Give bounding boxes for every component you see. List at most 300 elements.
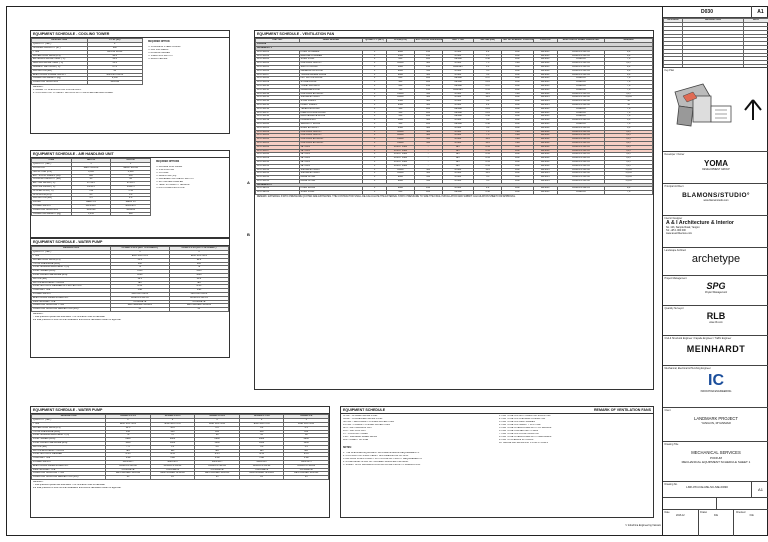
table-cell: AXIAL — [442, 138, 474, 142]
table-cell: DOL — [502, 153, 534, 157]
table-cell: DB-MV3 — [533, 176, 557, 180]
table-cell: 1 — [363, 84, 387, 88]
table-cell: 7,8 — [605, 84, 653, 88]
table-cell: ACMCC-P-B1-01 — [169, 296, 228, 300]
table-cell: DB-MV1 — [533, 58, 557, 62]
table-cell: FF-P-B1-13 — [256, 96, 300, 100]
table-cell: VSD — [502, 62, 534, 66]
options-list — [154, 165, 226, 191]
table-cell: 1450 — [169, 270, 228, 274]
table-cell: ACMCC-P-B1-06 — [557, 96, 605, 100]
table-cell: VIBRATION ISOLATION — [32, 208, 72, 212]
table-cell: 18.5 — [110, 277, 169, 281]
water-pump-schedule — [30, 238, 230, 358]
table-cell: 0.18 — [474, 122, 502, 126]
note-line: 1. THE SPECIFIED EQUIPMENT DATA ARE MINIMUM REQUIREMENTS. — [343, 452, 420, 454]
table-cell: 7/12 — [71, 189, 111, 193]
table-cell: RESTRAINED SPRING — [110, 304, 169, 308]
table-cell: 5.5 — [474, 69, 502, 73]
table-cell: DOL — [502, 96, 534, 100]
table-cell: JET — [442, 160, 474, 164]
table-cell: VSD — [284, 457, 329, 461]
table-cell: 75 — [110, 266, 169, 270]
table-cell: 9,500 — [87, 77, 143, 81]
table-cell: 1 — [363, 65, 387, 69]
remark-item: 5. FAN TO BE INTERLOCKED WITH CO SENSOR — [499, 427, 552, 429]
table-cell: DOL — [502, 160, 534, 164]
table-cell: DB-MV1 — [533, 107, 557, 111]
table-cell: DB-MV1 — [533, 122, 557, 126]
panel-title: EQUIPMENT SCHEDULE - VENTILATION FAN — [255, 31, 653, 38]
table-cell: DB-MV1 — [533, 111, 557, 115]
table-cell: Local DB — [557, 191, 605, 195]
interior-address-line: Tel: +95 1 000 000 — [666, 229, 686, 232]
table-cell: 200 — [387, 58, 415, 62]
table-cell: ENTERING WATER TEMP (°C) — [32, 58, 88, 62]
table-cell: 10.2 — [150, 426, 195, 430]
table-cell: JET FAN — [299, 145, 363, 149]
table-cell: INLINE — [442, 84, 474, 88]
interior-label: Interior Designer — [664, 216, 683, 220]
table-cell: TYPE — [32, 50, 88, 54]
table-cell: ACMCC-P-B1-05 — [557, 119, 605, 123]
table-cell: 5,6,10 — [605, 96, 653, 100]
table-cell: DB-MV2 — [533, 145, 557, 149]
architect-url: www.blamonstudio.com — [703, 199, 729, 202]
table-cell: 800 — [87, 47, 143, 51]
table-cell: AXIAL — [442, 141, 474, 145]
table-cell: IP55 — [239, 453, 284, 457]
table-cell: 7,8 — [605, 111, 653, 115]
table-cell: 180 — [110, 262, 169, 266]
table-cell: 0.25 — [474, 111, 502, 115]
table-cell: Local DB — [557, 115, 605, 119]
table-cell: 5,6,7 — [605, 153, 653, 157]
table-cell: 2.2 — [474, 103, 502, 107]
table-cell: CONCRETE — [169, 300, 228, 304]
abbreviation-list — [341, 414, 497, 446]
table-cell: 3 — [110, 251, 169, 255]
table-cell: 350 — [414, 176, 442, 180]
table-cell: 700 — [387, 88, 415, 92]
table-cell: 0.18 — [474, 191, 502, 195]
option-item: ☐ DOUBLE SKIN PANEL — [156, 166, 183, 168]
table-cell: 3.0 — [111, 193, 151, 197]
table-cell: 400 — [414, 62, 442, 66]
abbreviation-item: FCU - FAN COIL UNIT — [343, 430, 367, 432]
table-cell: MERV 13 — [71, 201, 111, 205]
table-cell: 2900 — [195, 438, 240, 442]
table-cell: SUMP PUMP — [299, 191, 363, 195]
table-cell: CONCRETE — [110, 300, 169, 304]
options-list — [146, 45, 226, 62]
table-cell: 5,6 — [605, 119, 653, 123]
table-cell: 1800 — [387, 65, 415, 69]
table-cell: DOL — [502, 103, 534, 107]
table-cell: WATER FLOW RATE (L/S) — [32, 426, 106, 430]
table-cell: AXIAL — [442, 92, 474, 96]
band-label: PODIUM — [256, 43, 653, 47]
table-cell: 14000 — [387, 92, 415, 96]
table-cell: RESTRAINED SPRING — [284, 472, 329, 476]
table-cell: 7,8 — [605, 191, 653, 195]
table-cell: 0.55 — [474, 160, 502, 164]
table-cell: LIFT MOTOR ROOM — [299, 77, 363, 81]
table-cell: DOL — [502, 88, 534, 92]
table-cell: STAIR PRESS. — [299, 100, 363, 104]
table-cell: INERTIA BASE TYPE — [32, 300, 111, 304]
table-cell: Local DB — [557, 88, 605, 92]
notes-title: NOTES: — [343, 447, 352, 449]
table-cell: STRUT 1400 — [387, 145, 415, 149]
table-cell: FF-P-B1-03 — [256, 58, 300, 62]
table-cell: 10 — [605, 103, 653, 107]
table-cell: ACMCC-P-B1-04 — [557, 134, 605, 138]
table-cell: VIBRATION ISOLATOR TYPE — [32, 304, 111, 308]
table-cell: 70 — [106, 434, 151, 438]
table-cell: 4,500 — [71, 170, 111, 174]
table-cell: ACMCC-P-B1-05 — [557, 160, 605, 164]
table-cell: MAINTENANCE ROOM — [299, 115, 363, 119]
table-cell: 1 — [363, 179, 387, 183]
table-cell: ACMCC-P-B1-02 — [106, 464, 151, 468]
checked-label: Checked — [735, 510, 746, 514]
table-cell: 0.55 — [474, 145, 502, 149]
table-cell: CAR PARK EXHAUST — [299, 92, 363, 96]
table-cell: FF-P-B1-04 — [256, 62, 300, 66]
table-cell: INLINE — [442, 81, 474, 85]
table-cell: CAR PARK SUPPLY — [299, 62, 363, 66]
table-cell: 1000 — [195, 441, 240, 445]
table-cell: 16000 — [387, 172, 415, 176]
table-cell: FF-P-B1-25 — [256, 141, 300, 145]
table-cell: 1 — [363, 92, 387, 96]
water-pump-2-table — [31, 414, 329, 480]
table-cell: 1 — [363, 73, 387, 77]
pm-label: Project Management — [664, 276, 687, 280]
option-item: ☐ DIFFERENTIAL PRESS. SWITCH — [156, 178, 194, 180]
table-cell: 14000 — [387, 138, 415, 142]
table-cell: AXIAL — [442, 187, 474, 191]
interior-address-line: www.ai-architecture.com — [666, 232, 693, 235]
drawing-title-label: Drawing Title — [664, 442, 679, 446]
table-cell: 2000 — [387, 50, 415, 54]
options-title: REQUIRED OPTION — [148, 41, 170, 43]
table-cell: 980 — [111, 212, 151, 216]
table-cell: 200 — [414, 81, 442, 85]
table-cell: OPERATING WEIGHT (kg) — [32, 212, 72, 216]
table-cell: AXIAL — [442, 130, 474, 134]
mep-label: Mechanical, Electrical & Plumbing Engineer — [664, 366, 711, 370]
table-cell: AXIAL — [442, 176, 474, 180]
remark-item: 8. FAN TO BE INTERLOCKED WITH FIRE ALARM — [499, 436, 552, 438]
table-cell: FF-P-B1-09 — [256, 81, 300, 85]
table-cell: 12000 — [387, 130, 415, 134]
table-cell: VSD — [502, 138, 534, 142]
table-cell: CONCRETE — [284, 468, 329, 472]
column-header: DESCRIPTION — [32, 247, 111, 251]
table-cell: 200 — [387, 191, 415, 195]
table-cell: AXIAL — [442, 54, 474, 58]
table-cell: 1 — [363, 164, 387, 168]
table-cell: TYPE — [32, 423, 106, 427]
table-cell: TOTAL PRESSURE (KPA) — [32, 430, 106, 434]
structural-label: Civil & Structural Engineer / Façade Engineer / Traffic Engineer — [664, 336, 732, 340]
table-cell: 1,250 — [71, 212, 111, 216]
panel-notes — [31, 312, 229, 323]
table-cell: DOL — [502, 65, 534, 69]
table-cell: 7,8 — [605, 122, 653, 126]
table-cell: DOL — [502, 115, 534, 119]
table-cell: VSD — [106, 457, 151, 461]
table-cell: 1 — [363, 69, 387, 73]
table-cell: STRUT 1400 — [387, 164, 415, 168]
structural-logo: MEINHARDT — [686, 344, 746, 354]
table-cell: LOADING BAY — [299, 119, 363, 123]
table-cell: 200 — [414, 58, 442, 62]
table-cell: END SUCTION — [106, 423, 151, 427]
table-cell: 1 — [363, 191, 387, 195]
table-cell: VSD — [502, 141, 534, 145]
fan-remark-list — [497, 414, 653, 446]
table-cell: CONCRETE — [106, 468, 151, 472]
table-cell: JET — [442, 157, 474, 161]
table-cell: 27.0 — [87, 65, 143, 69]
table-cell: 5,6,7 — [605, 92, 653, 96]
table-cell: 300 — [414, 103, 442, 107]
table-cell: VSD — [239, 457, 284, 461]
table-cell: 380V/3PH — [71, 204, 111, 208]
drawing-revision: A1 — [751, 482, 768, 497]
table-cell: ACMCC-P-B1-05 — [557, 145, 605, 149]
table-cell: 1 — [363, 58, 387, 62]
table-cell: 94.0 — [87, 54, 143, 58]
table-cell: 2900 — [106, 438, 151, 442]
table-cell: POWER SUPPLY — [32, 292, 111, 296]
table-cell: DB-MV1 — [533, 77, 557, 81]
table-cell: DB-MV2 — [533, 130, 557, 134]
table-cell: LOBBY PRESS. — [299, 103, 363, 107]
table-cell: RAMP EXHAUST — [299, 126, 363, 130]
table-cell: 65 — [239, 434, 284, 438]
table-cell: OPERATING WEIGHT (kg) — [32, 77, 88, 81]
table-cell: FF-P-B1-16 — [256, 107, 300, 111]
table-cell: MAKE UP AIR — [299, 176, 363, 180]
table-cell: 380V/3PH — [284, 460, 329, 464]
table-cell: ACMCC-P-B1-01 — [110, 296, 169, 300]
table-row — [32, 81, 143, 85]
table-row — [32, 304, 229, 308]
pm-subtitle: Project Management — [704, 291, 728, 294]
drawing-title-line-3: MECHANICAL EQUIPMENT SCHEDULE SHEET 1 — [681, 460, 751, 464]
table-cell: 1 — [363, 111, 387, 115]
table-cell: DB-MV2 — [533, 141, 557, 145]
table-cell: JET — [442, 149, 474, 153]
table-cell: VIBRATION ISOLATOR TYPE — [32, 472, 106, 476]
table-cell: 380V/3PH/50HZ — [87, 73, 143, 77]
option-item: ☐ MOTORISED DAMPER — [156, 181, 184, 183]
table-cell: 1 — [363, 157, 387, 161]
abbreviation-item: AHU - AIR HANDLING UNIT — [343, 427, 373, 429]
table-cell: 250 — [106, 430, 151, 434]
table-cell: SUPPLY AIR (L/S) — [32, 170, 72, 174]
table-cell: COOLING CAPACITY (kW) — [32, 178, 72, 182]
table-cell: 300 — [414, 100, 442, 104]
table-cell: 450 — [414, 92, 442, 96]
interior-logo: A & I Architecture & Interior — [666, 220, 734, 226]
table-cell: PUMP ROOM — [299, 187, 363, 191]
table-cell: 1 — [363, 187, 387, 191]
table-cell: DB-MV3 — [533, 179, 557, 183]
section-marker-b: B — [247, 232, 250, 237]
table-cell: 300 — [414, 126, 442, 130]
table-cell: 1 — [363, 100, 387, 104]
table-cell: 3.0 — [474, 73, 502, 77]
table-cell: 400 — [414, 130, 442, 134]
table-cell: MOTOR EFFICIENCY CLASS — [32, 449, 106, 453]
table-cell: 350 — [111, 174, 151, 178]
abbreviation-item: VSD - VARIABLE SPEED DRIVE — [343, 436, 377, 438]
remark-item: 10. SMOKE FAN RATED 250°C FOR 2 HOURS — [499, 442, 548, 444]
table-cell: 1 — [363, 119, 387, 123]
note-line: REMARK: — [33, 312, 44, 315]
table-cell: IE3 — [284, 449, 329, 453]
table-cell: DOL — [502, 81, 534, 85]
table-cell: 2 — [106, 419, 151, 423]
table-cell: 3500 — [387, 100, 415, 104]
table-cell: 8,9 — [605, 50, 653, 54]
table-cell: 1.1 — [474, 65, 502, 69]
table-cell: DB-MV2 — [533, 134, 557, 138]
panel-notes — [31, 85, 229, 96]
table-cell: 14000 — [387, 141, 415, 145]
option-item: ☐ FRP FILL MEDIA — [148, 49, 169, 51]
table-cell: PUMP SPEED (RPM) — [32, 270, 111, 274]
table-cell: 78 — [169, 266, 228, 270]
option-item: ☐ TEMP. & HUMIDITY SENSOR — [156, 184, 190, 186]
table-row — [32, 208, 151, 212]
table-cell: JET — [442, 145, 474, 149]
table-cell: 380V/3PH — [239, 460, 284, 464]
table-cell: Local DB — [557, 107, 605, 111]
table-cell: 1 — [363, 149, 387, 153]
table-cell: 30.0 — [169, 277, 228, 281]
table-cell: ACMCC-P-B1-02 — [239, 464, 284, 468]
table-cell: 11.0 — [474, 141, 502, 145]
copyright-text: © Indochina Engineering Vietnam — [625, 524, 661, 527]
table-cell: 250 — [414, 187, 442, 191]
table-cell: DB-MV1 — [533, 65, 557, 69]
table-cell: LOCATION — [32, 167, 72, 171]
table-cell: PUMP RATED PRESSURE (kPa) — [32, 441, 106, 445]
table-cell: CAR PARK SUPPLY — [299, 134, 363, 138]
band-label: BASEMENT 1 — [256, 47, 653, 51]
table-cell: DB-MV1 — [533, 50, 557, 54]
table-cell: - — [414, 157, 442, 161]
table-cell: ELECTRICAL PANEL BOARD NO. — [32, 464, 106, 468]
table-cell: VIBRATION ISOLATION — [32, 81, 88, 85]
table-cell: 2 — [150, 419, 195, 423]
table-cell: IE3 — [239, 449, 284, 453]
table-cell: ACMCC-P-B1-05 — [557, 92, 605, 96]
table-cell: DB-MV3 — [533, 96, 557, 100]
column-header: REMARK — [605, 39, 653, 43]
table-cell: 7.5 — [474, 130, 502, 134]
qs-label: Quantity Surveyor — [664, 306, 684, 310]
table-cell: SPRING — [71, 208, 111, 212]
date-value: 2016.12 — [676, 514, 685, 517]
table-cell: 3.0 — [239, 445, 284, 449]
table-cell: FF-P-B1-30 — [256, 160, 300, 164]
table-cell: AXIAL — [442, 172, 474, 176]
table-cell: - — [414, 145, 442, 149]
table-cell: 5.5 — [71, 197, 111, 201]
table-cell: IP55 — [169, 285, 228, 289]
option-item: ☐ VIBRATION SWITCH — [148, 55, 173, 57]
table-cell: CONCRETE — [150, 468, 195, 472]
column-header: EXT. STATIC PRESSURE — [415, 39, 443, 41]
table-cell: Local DB — [557, 58, 605, 62]
table-cell: 1500 — [387, 54, 415, 58]
table-cell: 1 — [363, 96, 387, 100]
table-cell: DB-MV3 — [533, 103, 557, 107]
table-cell: MOTOR (kW) — [32, 277, 111, 281]
table-cell: 500 — [414, 96, 442, 100]
table-cell: 31.0 — [87, 62, 143, 66]
table-cell: 1 — [363, 141, 387, 145]
table-cell: VSD — [169, 289, 228, 293]
table-cell: DOL — [502, 73, 534, 77]
table-cell: STRUT 1400 — [387, 149, 415, 153]
client-label: Client — [664, 408, 671, 412]
table-cell: 350 — [414, 179, 442, 183]
table-cell: QUANTITY (SET) — [32, 43, 88, 47]
table-cell: DOL — [502, 126, 534, 130]
table-cell: 5,6,7 — [605, 130, 653, 134]
table-cell: QUANTITY (SET) — [32, 419, 106, 423]
table-cell: SUMP PUMP — [299, 58, 363, 62]
table-cell: IE3 — [150, 449, 195, 453]
table-cell: DB-MV3 — [533, 172, 557, 176]
table-cell: 5.5 — [150, 445, 195, 449]
qs-logo: RLB — [706, 311, 726, 321]
table-cell: 25 — [169, 308, 228, 312]
table-cell: ACMCC-P-B1-06 — [557, 176, 605, 180]
table-cell: DB-MV3 — [533, 100, 557, 104]
table-cell: 0.55 — [474, 157, 502, 161]
table-cell: FF-P-B1-14 — [256, 100, 300, 104]
table-cell: 1 — [363, 168, 387, 172]
column-header: UNIT NO. — [256, 39, 300, 43]
table-cell: FF-P-B1-32 — [256, 168, 300, 172]
abbreviation-item: CDWP - CONDENSER WATER PUMP — [343, 418, 383, 420]
table-cell: 250 — [414, 54, 442, 58]
options-title: REQUIRED OPTIONS — [156, 161, 180, 163]
table-cell: 62 — [111, 178, 151, 182]
table-cell: RESTRAINED SPRING — [106, 472, 151, 476]
table-cell: STRUT 1400 — [387, 153, 415, 157]
table-cell: 1 — [363, 160, 387, 164]
table-cell: ACMCC-P-B1-02 — [195, 464, 240, 468]
column-header: DESCRIPTION — [32, 39, 88, 43]
table-cell: AXIAL — [442, 96, 474, 100]
table-cell: 450 — [414, 141, 442, 145]
table-cell: AXIAL — [442, 69, 474, 73]
table-cell: DOL — [502, 164, 534, 168]
table-cell: - — [414, 160, 442, 164]
table-cell: DB-MV2 — [533, 153, 557, 157]
table-cell: VIBRATION ISOLATOR DEFLECTION (mm) — [32, 476, 106, 480]
